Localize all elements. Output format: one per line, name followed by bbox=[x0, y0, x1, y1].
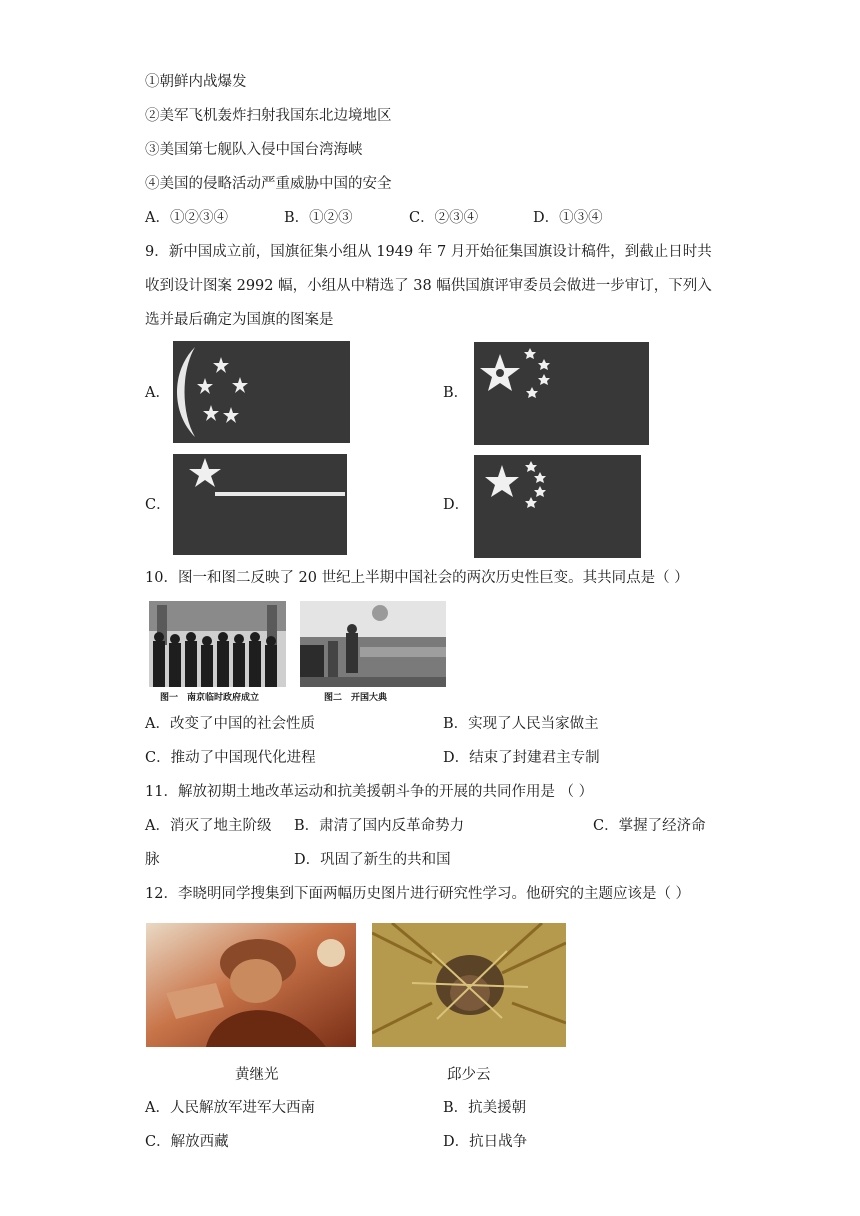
q8-option-b: B．①②③ bbox=[284, 210, 353, 226]
q10-option-c: C．推动了中国现代化进程 bbox=[145, 750, 316, 766]
q10-option-a: A．改变了中国的社会性质 bbox=[145, 716, 315, 732]
q8-option-d: D．①③④ bbox=[533, 210, 603, 226]
q9-stem-line-3: 选并最后确定为国旗的图案是 bbox=[145, 312, 334, 328]
flag-option-c bbox=[173, 454, 347, 555]
q8-item-2: ②美军飞机轰炸扫射我国东北边境地区 bbox=[145, 108, 392, 124]
q12-option-a: A．人民解放军进军大西南 bbox=[145, 1100, 315, 1116]
q8-option-a: A．①②③④ bbox=[145, 210, 228, 226]
q9-stem-line-2: 收到设计图案 2992 幅，小组从中精选了 38 幅供国旗评审委员会做进一步审订，下列入 bbox=[145, 278, 712, 294]
q12-option-b: B．抗美援朝 bbox=[443, 1100, 527, 1116]
caption-figure-2: 图二 开国大典 bbox=[324, 693, 388, 703]
q10-option-b: B．实现了人民当家做主 bbox=[443, 716, 599, 732]
q12-option-c: C．解放西藏 bbox=[145, 1134, 229, 1150]
flag-option-b bbox=[474, 342, 649, 445]
q8-item-1: ①朝鲜内战爆发 bbox=[145, 74, 247, 90]
q9-label-a: A． bbox=[145, 385, 170, 401]
painting-huang-jiguang bbox=[146, 923, 356, 1047]
name-huang-jiguang: 黄继光 bbox=[235, 1067, 279, 1083]
q12-stem: 12．李晓明同学搜集到下面两幅历史图片进行研究性学习。他研究的主题应该是（ ） bbox=[145, 886, 691, 902]
q10-option-d: D．结束了封建君主专制 bbox=[443, 750, 600, 766]
painting-qiu-shaoyun bbox=[372, 923, 566, 1047]
photo-founding-ceremony bbox=[300, 601, 446, 687]
q11-stem: 11．解放初期土地改革运动和抗美援朝斗争的开展的共同作用是 （ ） bbox=[145, 784, 594, 800]
q11-option-a: A．消灭了地主阶级 bbox=[145, 818, 272, 834]
flag-option-d bbox=[474, 455, 641, 558]
q11-option-c-wrap: 脉 bbox=[145, 852, 160, 868]
q11-option-b: B．肃清了国内反革命势力 bbox=[294, 818, 465, 834]
name-qiu-shaoyun: 邱少云 bbox=[447, 1067, 491, 1083]
q9-label-b: B． bbox=[443, 385, 469, 401]
q8-item-3: ③美国第七舰队入侵中国台湾海峡 bbox=[145, 142, 363, 158]
caption-figure-1: 图一 南京临时政府成立 bbox=[160, 693, 260, 703]
q11-option-d: D．巩固了新生的共和国 bbox=[294, 852, 451, 868]
q9-label-c: C． bbox=[145, 497, 171, 513]
q11-option-c: C．掌握了经济命 bbox=[593, 818, 706, 834]
q12-option-d: D．抗日战争 bbox=[443, 1134, 528, 1150]
q9-stem-line-1: 9．新中国成立前，国旗征集小组从 1949 年 7 月开始征集国旗设计稿件，到截止日时共 bbox=[145, 244, 712, 260]
q8-option-c: C．②③④ bbox=[409, 210, 479, 226]
flag-option-a bbox=[173, 341, 350, 443]
photo-nanjing-government bbox=[149, 601, 286, 687]
q10-stem: 10．图一和图二反映了 20 世纪上半期中国社会的两次历史性巨变。其共同点是（ ） bbox=[145, 570, 689, 586]
q9-label-d: D． bbox=[443, 497, 470, 513]
q8-item-4: ④美国的侵略活动严重威胁中国的安全 bbox=[145, 176, 392, 192]
